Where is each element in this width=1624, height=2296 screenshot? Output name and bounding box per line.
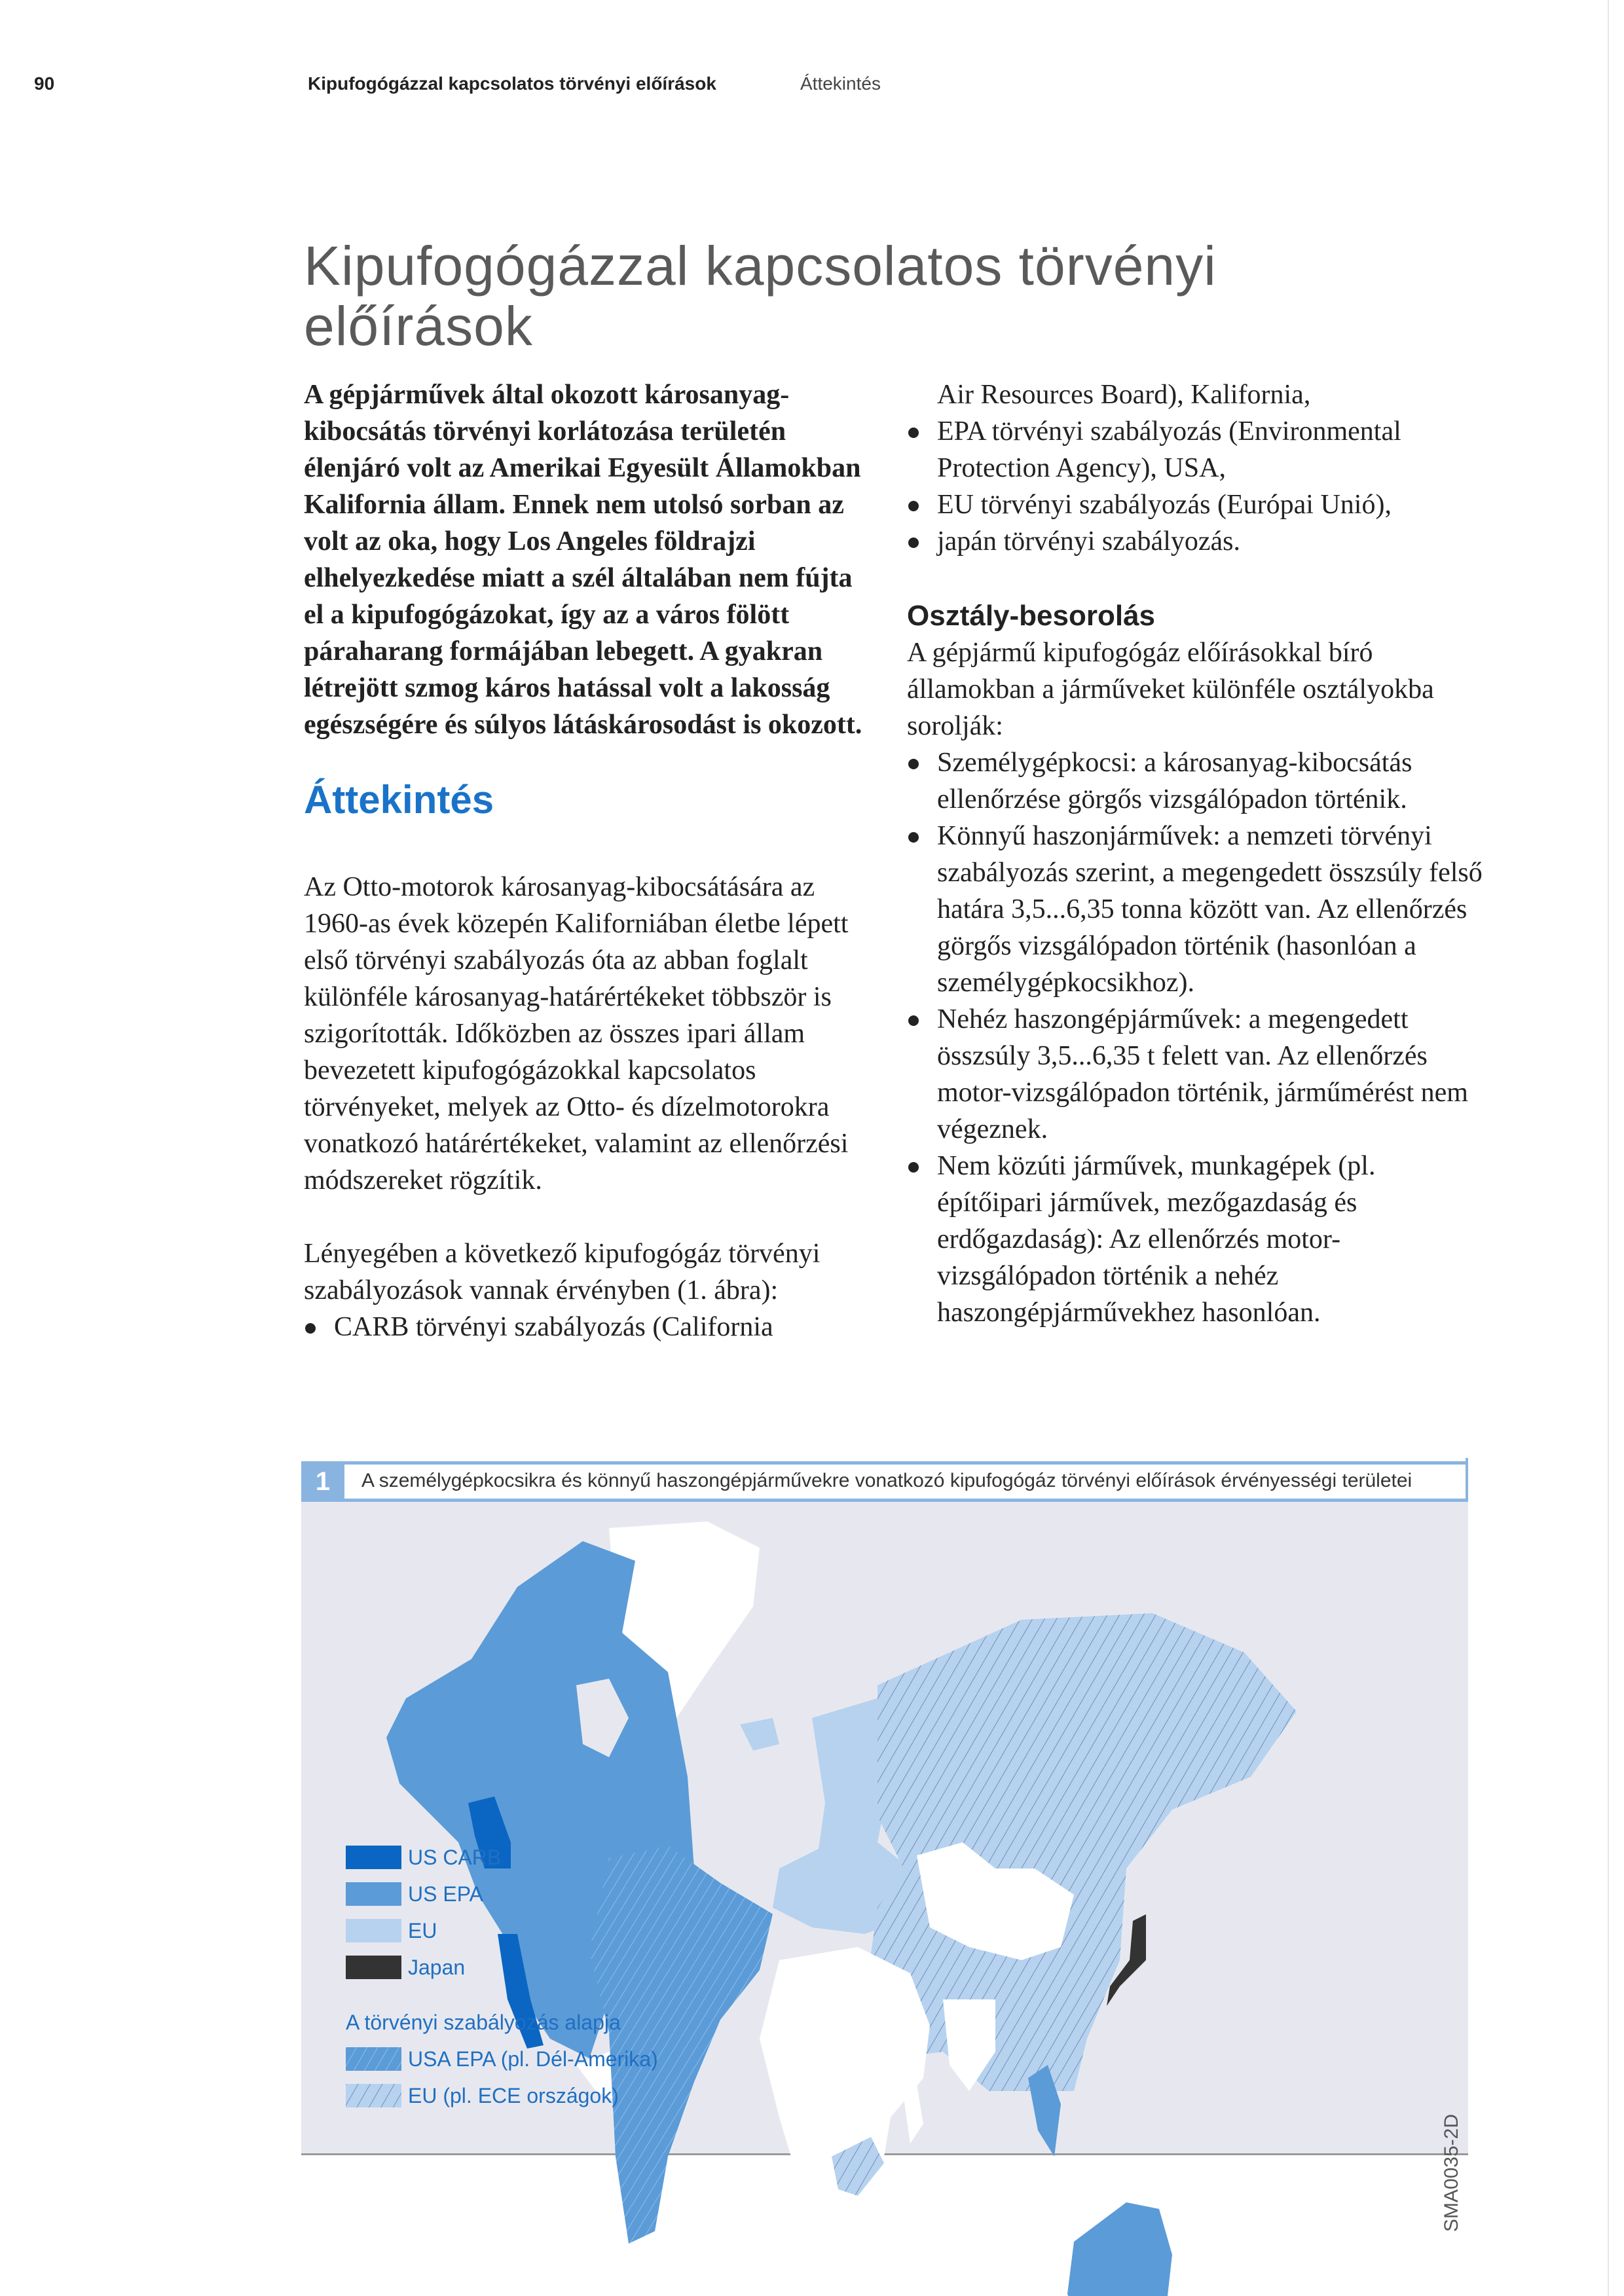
bullet-icon bbox=[908, 538, 919, 548]
right-column bbox=[907, 376, 1483, 1331]
bullet-icon bbox=[908, 832, 919, 843]
overview-paragraph-1: Az Otto-motorok károsanyag-kibocsátására az 1960-as évek közepén Kaliforniában életbe lépett első törvényi szabályozás óta az abban foglalt különféle károsanyag-határértékeket többször is szigorították. Időközben az összes ipari állam bevezetett kipufogógázokkal kapcsolatos törvényeket, melyek az Otto- és dízelmotorokra vonatkozó határértékeket, valamint az ellenőrzési módszereket rögzítik. bbox=[304, 872, 849, 1195]
classification-intro: A gépjármű kipufogógáz előírásokkal bíró államokban a járműveket különféle osztályokba sorolják: bbox=[907, 638, 1434, 741]
legend-basis-title: A törvényi szabályozás alapja bbox=[346, 2011, 621, 2034]
figure-1 bbox=[301, 1461, 1468, 2232]
list-item: EPA törvényi szabályozás (Environmental Protection Agency), USA, bbox=[907, 413, 1483, 486]
running-header bbox=[0, 73, 1624, 100]
list-item: Nem közúti járművek, munkagépek (pl. építőipari járművek, mezőgazdaság és erdőgazdaság): Az ellenőrzés motor-vizsgálópadon történik a nehéz haszongépjárművekhez hasonlóan. bbox=[907, 1148, 1483, 1331]
list-item-continuation: Air Resources Board), Kalifornia, bbox=[937, 380, 1311, 410]
page-edge-line bbox=[1608, 0, 1609, 2296]
legend-hatch-swatch-icon bbox=[346, 2084, 401, 2107]
legend-swatch-icon bbox=[346, 1956, 401, 1979]
legend-swatch-icon bbox=[346, 1882, 401, 1906]
list-item: Személygépkocsi: a károsanyag-kibocsátás ellenőrzése görgős vizsgálópadon történik. bbox=[907, 744, 1483, 818]
world-map: US CARB US EPA EU Japan A törvényi szabályozás alapja USA EPA (pl. Dél-Amerika) EU (pl. ECE országok) SMA0035-2D bbox=[301, 1502, 1468, 2155]
page-number: 90 bbox=[34, 73, 55, 94]
legend-hatch-swatch-icon bbox=[346, 2047, 401, 2071]
page-title: Kipufogógázzal kapcsolatos törvényi előírások bbox=[304, 235, 1217, 357]
bullet-icon bbox=[305, 1323, 316, 1334]
figure-frame-edge bbox=[1466, 1458, 1468, 1499]
overview-heading: Áttekintés bbox=[304, 778, 494, 822]
list-item: japán törvényi szabályozás. bbox=[907, 523, 1483, 560]
bullet-icon bbox=[908, 759, 919, 769]
bullet-icon bbox=[908, 501, 919, 511]
regulation-list bbox=[304, 1309, 874, 1345]
legend-swatch-icon bbox=[346, 1919, 401, 1942]
classification-list bbox=[907, 744, 1483, 1331]
overview-paragraph-2: Lényegében a következő kipufogógáz törvényi szabályozások vannak érvényben (1. ábra): bbox=[304, 1239, 821, 1305]
region-africa bbox=[760, 1947, 930, 2261]
list-item: EU törvényi szabályozás (Európai Unió), bbox=[907, 486, 1483, 523]
intro-paragraph: A gépjárművek által okozott károsanyag-kibocsátás törvényi korlátozása területén élenjáró volt az Amerikai Egyesült Államokban Kalifornia állam. Ennek nem utolsó sorban az volt az oka, hogy Los Angeles földrajzi elhelyezkedése miatt a szél általában nem fújta el a kipufogógázokat, így az a város fölött páraharang formájában lebegett. A gyakran létrejött szmog káros hatással volt a lakosság egészségére és súlyos látáskárosodást is okozott. bbox=[304, 380, 862, 740]
list-item: Nehéz haszongépjárművek: a megengedett összsúly 3,5...6,35 t felett van. Az ellenőrzés motor-vizsgálópadon történik, járműmérést nem végeznek. bbox=[907, 1001, 1483, 1148]
regulation-list-continued bbox=[907, 413, 1483, 560]
figure-number: 1 bbox=[301, 1465, 344, 1499]
bullet-icon bbox=[908, 1162, 919, 1173]
running-header-section: Kipufogógázzal kapcsolatos törvényi előírások bbox=[308, 73, 716, 94]
figure-code: SMA0035-2D bbox=[1441, 2114, 1462, 2232]
figure-caption: A személygépkocsikra és könnyű haszongépjárművekre vonatkozó kipufogógáz törvényi előírások érvényességi területei bbox=[361, 1470, 1412, 1491]
legend-swatch-icon bbox=[346, 1846, 401, 1869]
list-item: Könnyű haszonjárművek: a nemzeti törvényi szabályozás szerint, a megengedett összsúly felső határa 3,5...6,35 tonna között van. Az ellenőrzés görgős vizsgálópadon történik (hasonlóan a személygépkocsikhoz). bbox=[907, 818, 1483, 1001]
list-item: CARB törvényi szabályozás (California bbox=[304, 1309, 874, 1345]
running-header-subsection: Áttekintés bbox=[800, 73, 881, 94]
region-australia bbox=[1067, 2202, 1172, 2296]
bullet-icon bbox=[908, 428, 919, 438]
bullet-icon bbox=[908, 1015, 919, 1026]
left-column bbox=[304, 376, 874, 1345]
figure-header bbox=[301, 1461, 1468, 1502]
classification-heading: Osztály-besorolás bbox=[907, 600, 1156, 632]
region-south-america bbox=[589, 1846, 773, 2244]
